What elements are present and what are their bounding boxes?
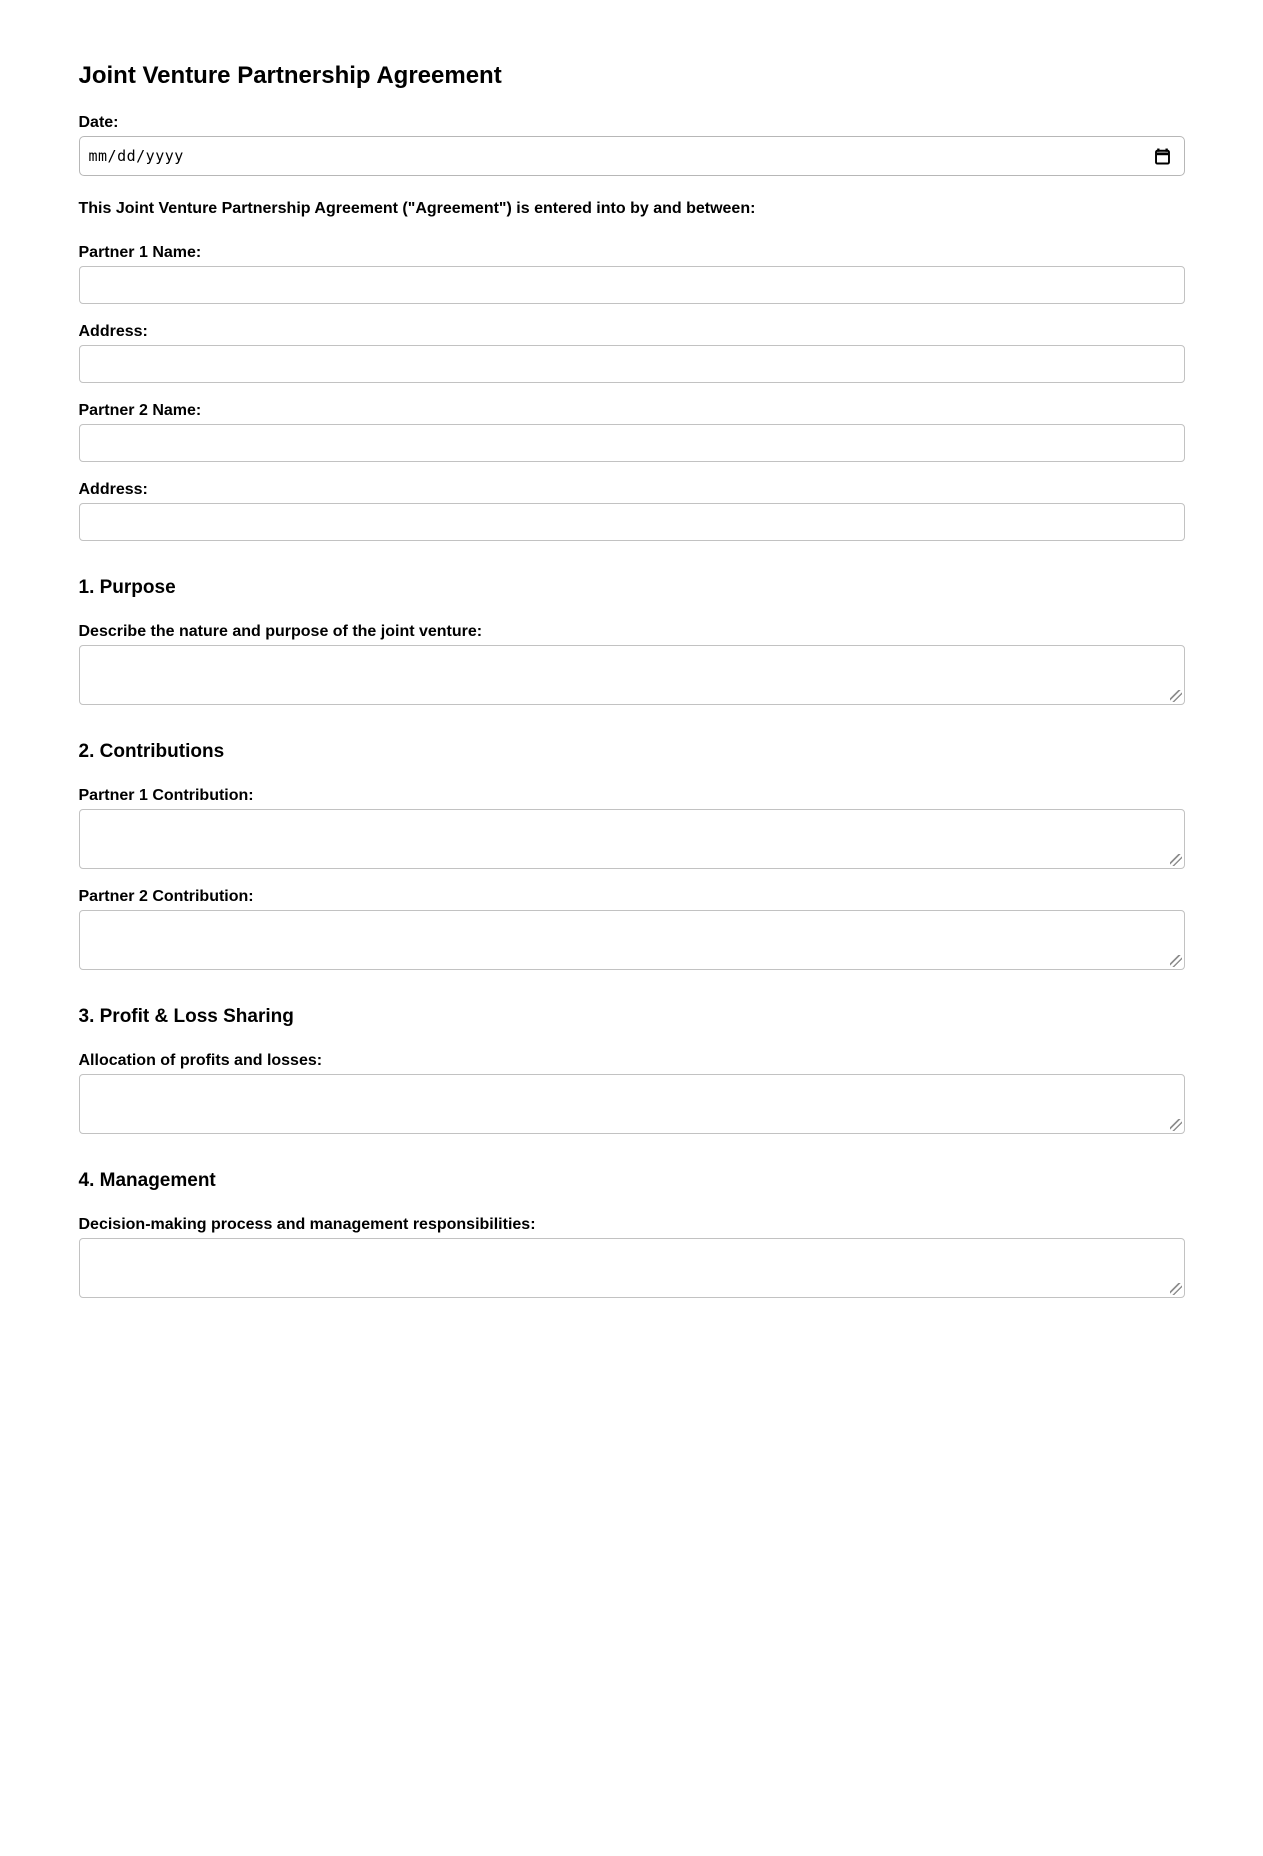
management-field: [79, 1216, 1185, 1298]
purpose-label: Describe the nature and purpose of the joint venture:: [78, 623, 483, 640]
profit-loss-field: [79, 1052, 1185, 1134]
partner2-name-input[interactable]: [79, 424, 1185, 462]
partner1-contribution-textarea[interactable]: [79, 809, 1185, 869]
partner2-contribution-textarea[interactable]: [79, 910, 1185, 970]
section-contributions-heading: 2. Contributions: [78, 741, 225, 762]
management-label: Decision-making process and management responsibilities:: [78, 1216, 536, 1233]
partner1-name-input[interactable]: [79, 266, 1185, 304]
page-title: Joint Venture Partnership Agreement: [78, 62, 502, 89]
partner2-contribution-field: [79, 888, 1185, 970]
date-label: Date:: [78, 114, 119, 131]
section-management-heading: 4. Management: [78, 1170, 216, 1191]
partner2-address-label: Address:: [78, 481, 148, 498]
purpose-field: [79, 623, 1185, 705]
profit-loss-textarea[interactable]: [79, 1074, 1185, 1134]
partner2-address-field: [79, 481, 1185, 541]
partner2-name-field: [79, 402, 1185, 462]
date-input[interactable]: [79, 136, 1185, 176]
partner2-address-input[interactable]: [79, 503, 1185, 541]
date-placeholder: mm/dd/yyyy: [88, 147, 184, 165]
partner1-name-label: Partner 1 Name:: [78, 244, 202, 261]
partner2-name-label: Partner 2 Name:: [78, 402, 202, 419]
section-purpose-heading: 1. Purpose: [78, 577, 176, 598]
partner1-contribution-field: [79, 787, 1185, 869]
management-textarea[interactable]: [79, 1238, 1185, 1298]
partner1-name-field: [79, 244, 1185, 304]
partner1-address-input[interactable]: [79, 345, 1185, 383]
intro-text: This Joint Venture Partnership Agreement ("Agreement") is entered into by and between:: [78, 200, 756, 217]
section-profit-loss-heading: 3. Profit & Loss Sharing: [78, 1006, 294, 1027]
purpose-textarea[interactable]: [79, 645, 1185, 705]
date-field: [79, 114, 1185, 176]
partner1-contribution-label: Partner 1 Contribution:: [78, 787, 254, 804]
profit-loss-label: Allocation of profits and losses:: [78, 1052, 323, 1069]
partner1-address-label: Address:: [78, 323, 148, 340]
partner2-contribution-label: Partner 2 Contribution:: [78, 888, 254, 905]
partner1-address-field: [79, 323, 1185, 383]
calendar-icon[interactable]: [1154, 148, 1171, 165]
agreement-form: [79, 0, 1185, 1298]
